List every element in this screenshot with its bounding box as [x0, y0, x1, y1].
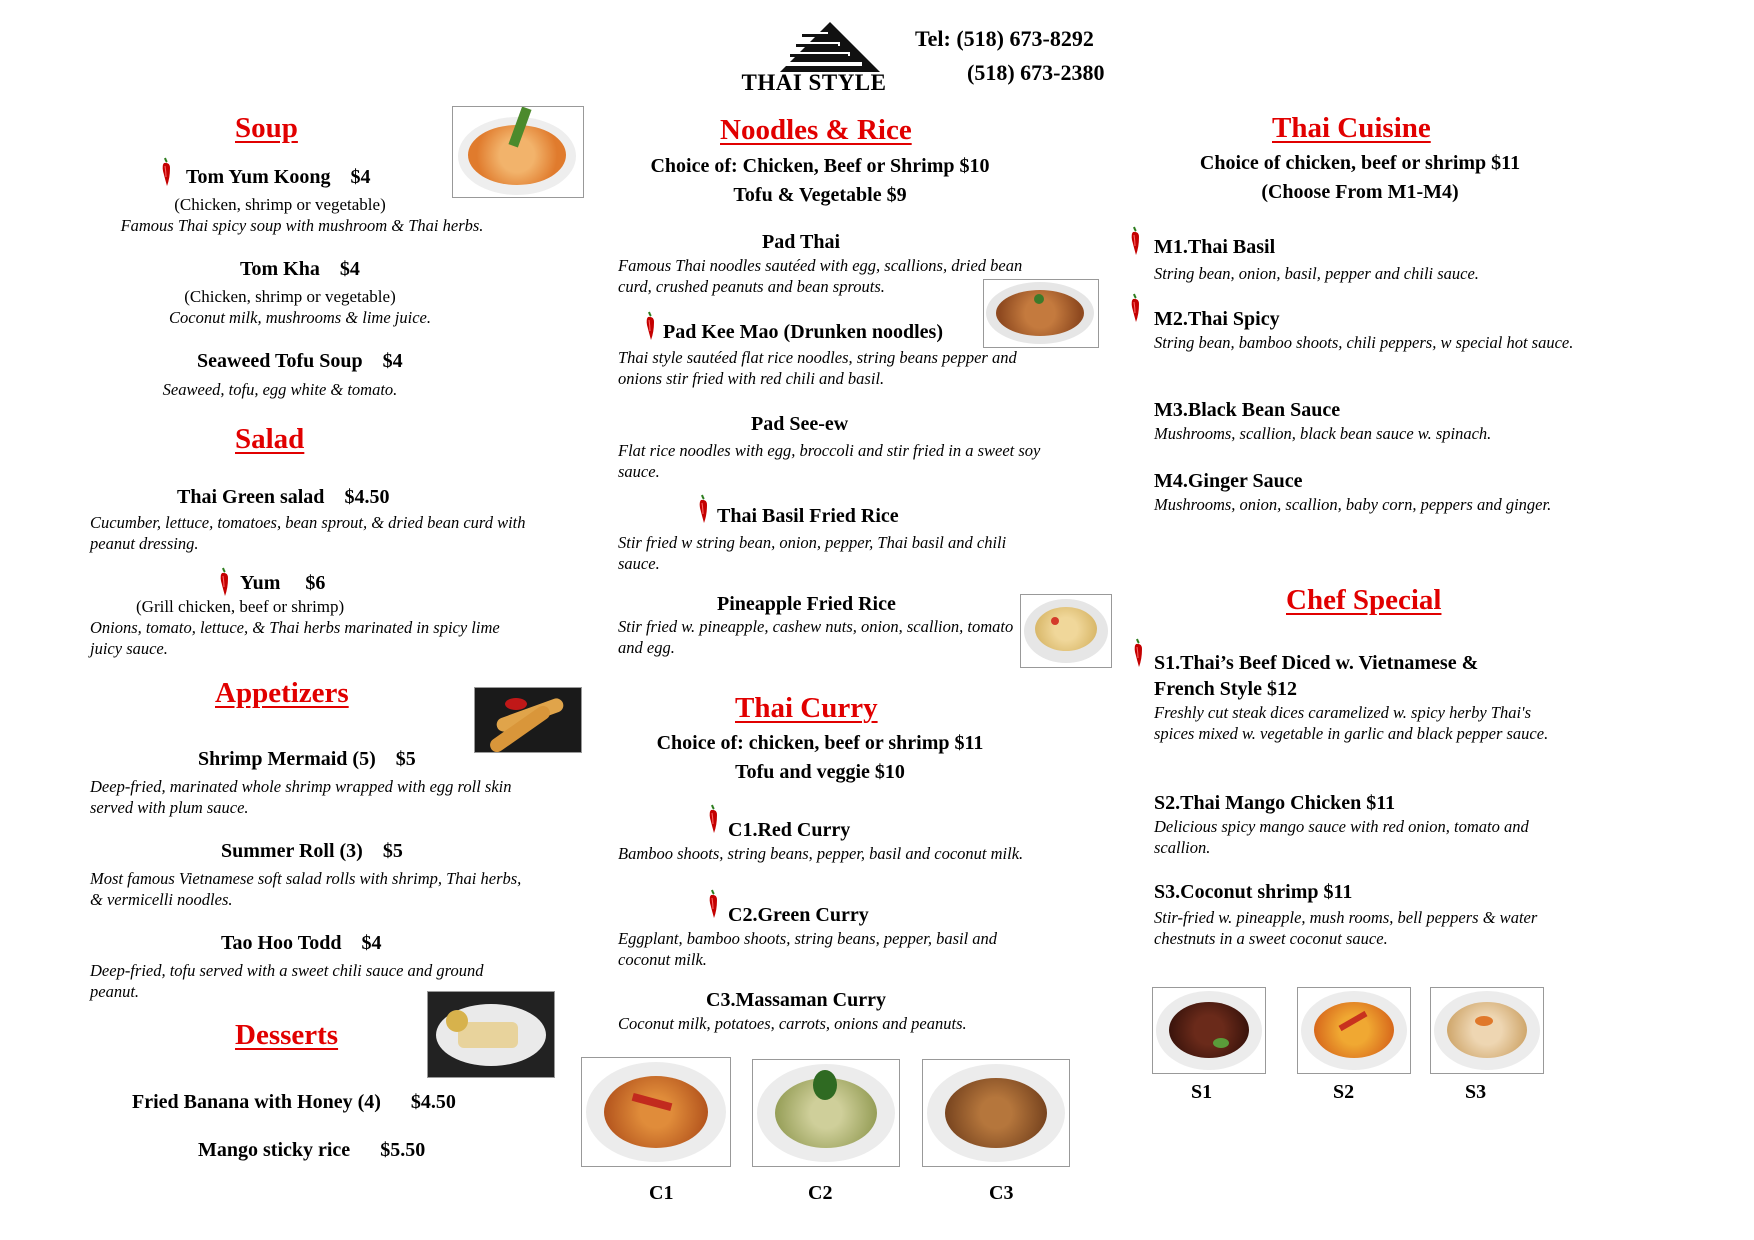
menu-item-name: S1.Thai’s Beef Diced w. Vietnamese & — [1154, 652, 1479, 674]
spicy-chili-icon — [1128, 293, 1142, 323]
spicy-chili-icon — [706, 889, 720, 919]
menu-item-name: M1.Thai Basil — [1154, 236, 1276, 258]
menu-item-name: Pad See-ew — [751, 413, 849, 435]
menu-item-name: Shrimp Mermaid (5) $5 — [198, 748, 416, 770]
tel-line-1: Tel: (518) 673-8292 — [915, 26, 1094, 51]
soup-heading: Soup — [235, 112, 298, 144]
menu-item-note: (Chicken, shrimp or vegetable) — [174, 195, 386, 214]
curry-photo-c3 — [922, 1059, 1070, 1167]
fried-rice-photo — [1020, 594, 1112, 668]
menu-item-name: Tom Yum Koong $4 — [186, 166, 371, 188]
menu-item-name: Mango sticky rice $5.50 — [198, 1139, 426, 1161]
menu-item-desc: Cucumber, lettuce, tomatoes, bean sprout, & dried bean curd with peanut dressing. — [90, 513, 526, 553]
appetizers-heading: Appetizers — [215, 677, 349, 709]
menu-item-desc: Deep-fried, tofu served with a sweet chili sauce and ground peanut. — [90, 961, 484, 1001]
cuisine-choice: Choice of chicken, beef or shrimp $11 — [1199, 152, 1521, 174]
menu-item-desc: Deep-fried, marinated whole shrimp wrapped with egg roll skin served with plum sauce. — [90, 777, 512, 817]
menu-item-desc: Seaweed, tofu, egg white & tomato. — [162, 380, 398, 399]
menu-item-desc: Mushrooms, onion, scallion, baby corn, peppers and ginger. — [1154, 495, 1552, 514]
photo-caption: C1 — [649, 1182, 674, 1204]
menu-item-name: Fried Banana with Honey (4) $4.50 — [132, 1091, 456, 1113]
photo-caption: C2 — [808, 1182, 833, 1204]
menu-item-desc: Delicious spicy mango sauce with red onion, tomato and scallion. — [1154, 817, 1529, 857]
menu-item-name: Seaweed Tofu Soup $4 — [197, 350, 403, 372]
menu-item-desc: Famous Thai noodles sautéed with egg, scallions, dried bean curd, crushed peanuts and bean sprouts. — [618, 256, 1023, 296]
telephone-block — [915, 22, 1104, 90]
chef-photo-s3 — [1430, 987, 1544, 1074]
menu-item-desc: Mushrooms, scallion, black bean sauce w. spinach. — [1154, 424, 1492, 443]
restaurant-logo — [738, 20, 890, 98]
desserts-heading: Desserts — [235, 1019, 339, 1051]
spicy-chili-icon — [643, 311, 657, 341]
photo-caption: S2 — [1333, 1081, 1355, 1103]
curry-photo-c1 — [581, 1057, 731, 1167]
menu-item-name: Tom Kha $4 — [240, 258, 360, 280]
menu-item-desc: Stir fried w string bean, onion, pepper, Thai basil and chili sauce. — [618, 533, 1007, 573]
menu-item-name: M3.Black Bean Sauce — [1154, 399, 1341, 421]
menu-item-name: C3.Massaman Curry — [706, 989, 886, 1011]
thai-cuisine-heading: Thai Cuisine — [1272, 112, 1431, 144]
menu-item-name: Thai Green salad $4.50 — [177, 486, 390, 508]
spicy-chili-icon — [696, 494, 710, 524]
menu-item-note: (Grill chicken, beef or shrimp) — [136, 597, 345, 616]
menu-item-desc: Coconut milk, potatoes, carrots, onions and peanuts. — [618, 1014, 967, 1033]
menu-item-name: Tao Hoo Todd $4 — [221, 932, 382, 954]
noodles-heading: Noodles & Rice — [720, 114, 912, 146]
menu-item-name: Pineapple Fried Rice — [717, 593, 896, 615]
spicy-chili-icon — [706, 804, 720, 834]
curry-choice: Tofu and veggie $10 — [735, 761, 905, 783]
menu-item-name: C1.Red Curry — [728, 819, 851, 841]
menu-item-name: Summer Roll (3) $5 — [221, 840, 403, 862]
menu-item-name: S2.Thai Mango Chicken $11 — [1154, 792, 1396, 814]
menu-item-name: French Style $12 — [1154, 678, 1297, 700]
pyramid-logo-icon — [738, 20, 890, 75]
menu-item-desc: Bamboo shoots, string beans, pepper, basil and coconut milk. — [618, 844, 1024, 863]
menu-item-desc: Freshly cut steak dices caramelized w. spicy herby Thai's spices mixed w. vegetable in garlic and black pepper sauce. — [1154, 703, 1549, 743]
menu-item-desc: Coconut milk, mushrooms & lime juice. — [169, 308, 431, 327]
menu-item-desc: Flat rice noodles with egg, broccoli and stir fried in a sweet soy sauce. — [618, 441, 1041, 481]
menu-item-desc: Thai style sautéed flat rice noodles, string beans pepper and onions stir fried with red chili and basil. — [618, 348, 1017, 388]
spicy-chili-icon — [1128, 226, 1142, 256]
spicy-chili-icon — [217, 567, 231, 597]
menu-item-name: Yum $6 — [240, 572, 326, 594]
menu-item-desc: Stir-fried w. pineapple, mush rooms, bell peppers & water chestnuts in a sweet coconut sauce. — [1154, 908, 1538, 948]
curry-heading: Thai Curry — [735, 692, 878, 724]
menu-item-desc: Onions, tomato, lettuce, & Thai herbs marinated in spicy lime juicy sauce. — [90, 618, 500, 658]
noodles-photo — [983, 279, 1099, 348]
noodles-choice: Choice of: Chicken, Beef or Shrimp $10 — [650, 155, 990, 177]
photo-caption: S3 — [1465, 1081, 1487, 1103]
menu-item-desc: Most famous Vietnamese soft salad rolls with shrimp, Thai herbs, & vermicelli noodles. — [90, 869, 522, 909]
chef-photo-s2 — [1297, 987, 1411, 1074]
menu-item-name: Pad Kee Mao (Drunken noodles) — [663, 321, 943, 343]
menu-item-desc: String bean, onion, basil, pepper and chili sauce. — [1154, 264, 1479, 283]
salad-heading: Salad — [235, 423, 305, 455]
tel-line-2: (518) 673-2380 — [967, 60, 1105, 85]
curry-choice: Choice of: chicken, beef or shrimp $11 — [656, 732, 984, 754]
chef-special-heading: Chef Special — [1286, 584, 1442, 616]
spicy-chili-icon — [159, 157, 173, 187]
menu-item-desc: Eggplant, bamboo shoots, string beans, pepper, basil and coconut milk. — [618, 929, 998, 969]
menu-item-name: S3.Coconut shrimp $11 — [1154, 881, 1353, 903]
menu-item-name: Thai Basil Fried Rice — [717, 505, 899, 527]
menu-item-name: M4.Ginger Sauce — [1154, 470, 1303, 492]
menu-item-name: M2.Thai Spicy — [1154, 308, 1280, 330]
spicy-chili-icon — [1131, 638, 1145, 668]
photo-caption: C3 — [989, 1182, 1014, 1204]
menu-item-note: (Chicken, shrimp or vegetable) — [184, 287, 396, 306]
curry-photo-c2 — [752, 1059, 900, 1167]
menu-item-desc: Famous Thai spicy soup with mushroom & Thai herbs. — [120, 216, 484, 235]
menu-item-name: C2.Green Curry — [728, 904, 869, 926]
menu-item-desc: String bean, bamboo shoots, chili peppers, w special hot sauce. — [1154, 333, 1574, 352]
cuisine-choice: (Choose From M1-M4) — [1261, 181, 1459, 203]
photo-caption: S1 — [1191, 1081, 1213, 1103]
logo-text: THAI STYLE — [741, 70, 887, 95]
dessert-photo — [427, 991, 555, 1078]
menu-item-desc: Stir fried w. pineapple, cashew nuts, onion, scallion, tomato and egg. — [618, 617, 1014, 657]
appetizer-photo — [474, 687, 582, 753]
soup-photo — [452, 106, 584, 198]
chef-photo-s1 — [1152, 987, 1266, 1074]
noodles-choice: Tofu & Vegetable $9 — [733, 184, 907, 206]
menu-item-name: Pad Thai — [762, 231, 840, 253]
